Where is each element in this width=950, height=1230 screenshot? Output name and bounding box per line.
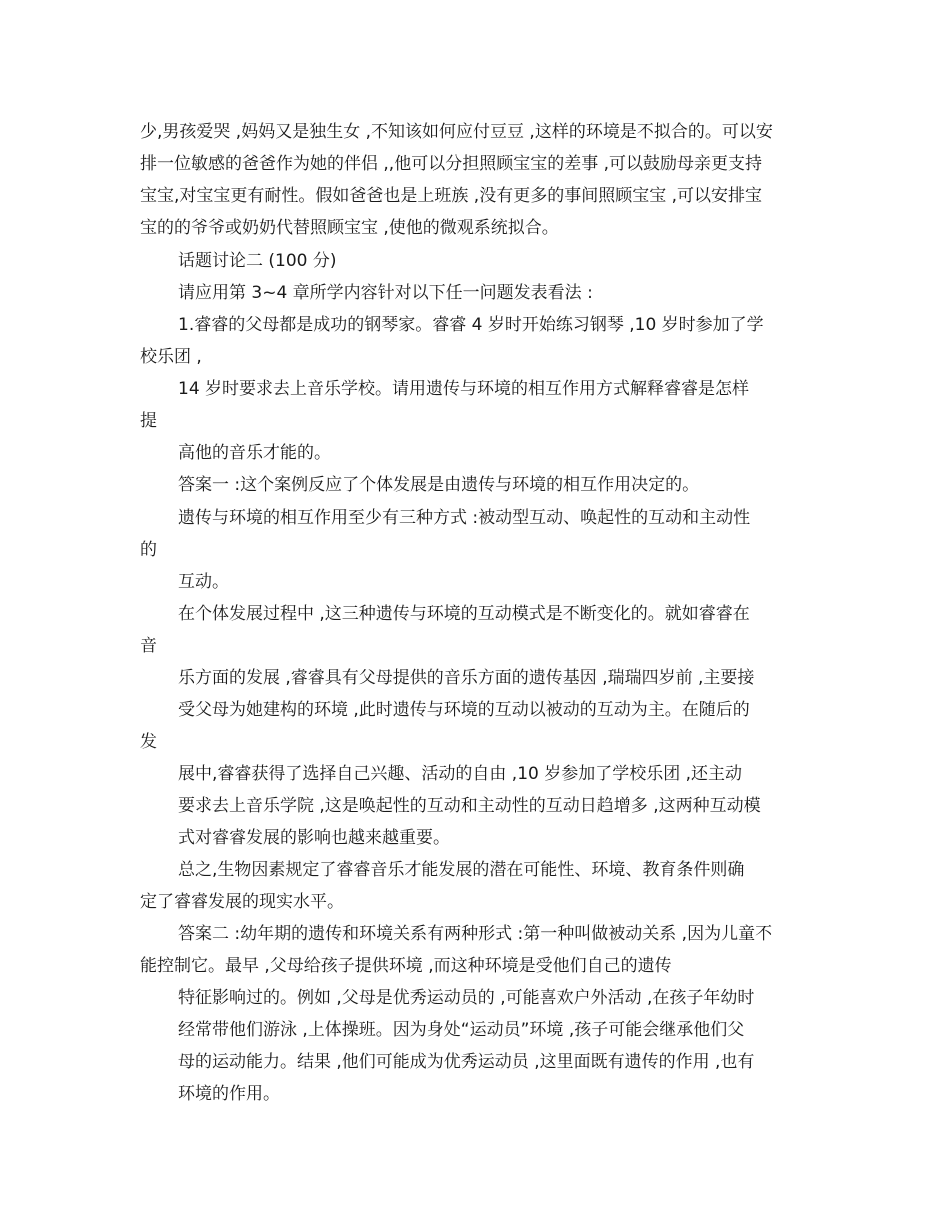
text-line: 的 (140, 540, 157, 560)
text-line: 14 岁时要求去上音乐学校。请用遗传与环境的相互作用方式解释睿睿是怎样 (178, 379, 750, 399)
text-line: 母的运动能力。结果 ,他们可能成为优秀运动员 ,这里面既有遗传的作用 ,也有 (178, 1052, 755, 1072)
text-line: 能控制它。最早 ,父母给孩子提供环境 ,而这种环境是受他们自己的遗传 (140, 956, 672, 976)
text-line: 请应用第 3~4 章所学内容针对以下任一问题发表看法 : (178, 283, 593, 303)
text-line: 宝宝,对宝宝更有耐性。假如爸爸也是上班族 ,没有更多的事间照顾宝宝 ,可以安排宝 (140, 186, 763, 206)
text-line: 要求去上音乐学院 ,这是唤起性的互动和主动性的互动日趋增多 ,这两种互动模 (178, 796, 761, 816)
text-line: 宝的的爷爷或奶奶代替照顾宝宝 ,使他的微观系统拟合。 (140, 218, 559, 238)
text-line: 环境的作用。 (178, 1084, 280, 1104)
text-line: 校乐团 , (140, 347, 202, 367)
text-line: 高他的音乐才能的。 (178, 443, 331, 463)
text-line: 受父母为她建构的环境 ,此时遗传与环境的互动以被动的互动为主。在随后的 (178, 700, 750, 720)
text-line: 式对睿睿发展的影响也越来越重要。 (178, 828, 450, 848)
section-heading: 话题讨论二 (100 分) (178, 251, 337, 271)
text-line: 总之,生物因素规定了睿睿音乐才能发展的潜在可能性、环境、教育条件则确 (178, 860, 745, 880)
text-line: 发 (140, 732, 157, 752)
text-line: 排一位敏感的爸爸作为她的伴侣 ,,他可以分担照顾宝宝的差事 ,可以鼓励母亲更支持 (140, 154, 763, 174)
answer-line: 答案二 :幼年期的遗传和环境关系有两种形式 :第一种叫做被动关系 ,因为儿童不 (178, 924, 773, 944)
text-line: 在个体发展过程中 ,这三种遗传与环境的互动模式是不断变化的。就如睿睿在 (178, 604, 750, 624)
answer-line: 答案一 :这个案例反应了个体发展是由遗传与环境的相互作用决定的。 (178, 475, 700, 495)
text-line: 特征影响过的。例如 ,父母是优秀运动员的 ,可能喜欢户外活动 ,在孩子年幼时 (178, 988, 755, 1008)
text-line: 音 (140, 636, 157, 656)
text-line: 经常带他们游泳 ,上体操班。因为身处“运动员”环境 ,孩子可能会继承他们父 (178, 1020, 745, 1040)
text-line: 展中,睿睿获得了选择自己兴趣、活动的自由 ,10 岁参加了学校乐团 ,还主动 (178, 764, 743, 784)
text-line: 互动。 (178, 572, 229, 592)
text-line: 定了睿睿发展的现实水平。 (140, 892, 344, 912)
text-line: 乐方面的发展 ,睿睿具有父母提供的音乐方面的遗传基因 ,瑞瑞四岁前 ,主要接 (178, 668, 755, 688)
question-line: 1.睿睿的父母都是成功的钢琴家。睿睿 4 岁时开始练习钢琴 ,10 岁时参加了学 (178, 315, 764, 335)
text-line: 提 (140, 411, 157, 431)
text-line: 遗传与环境的相互作用至少有三种方式 :被动型互动、唤起性的互动和主动性 (178, 508, 751, 528)
text-line: 少,男孩爱哭 ,妈妈又是独生女 ,不知该如何应付豆豆 ,这样的环境是不拟合的。可以安 (140, 122, 773, 142)
